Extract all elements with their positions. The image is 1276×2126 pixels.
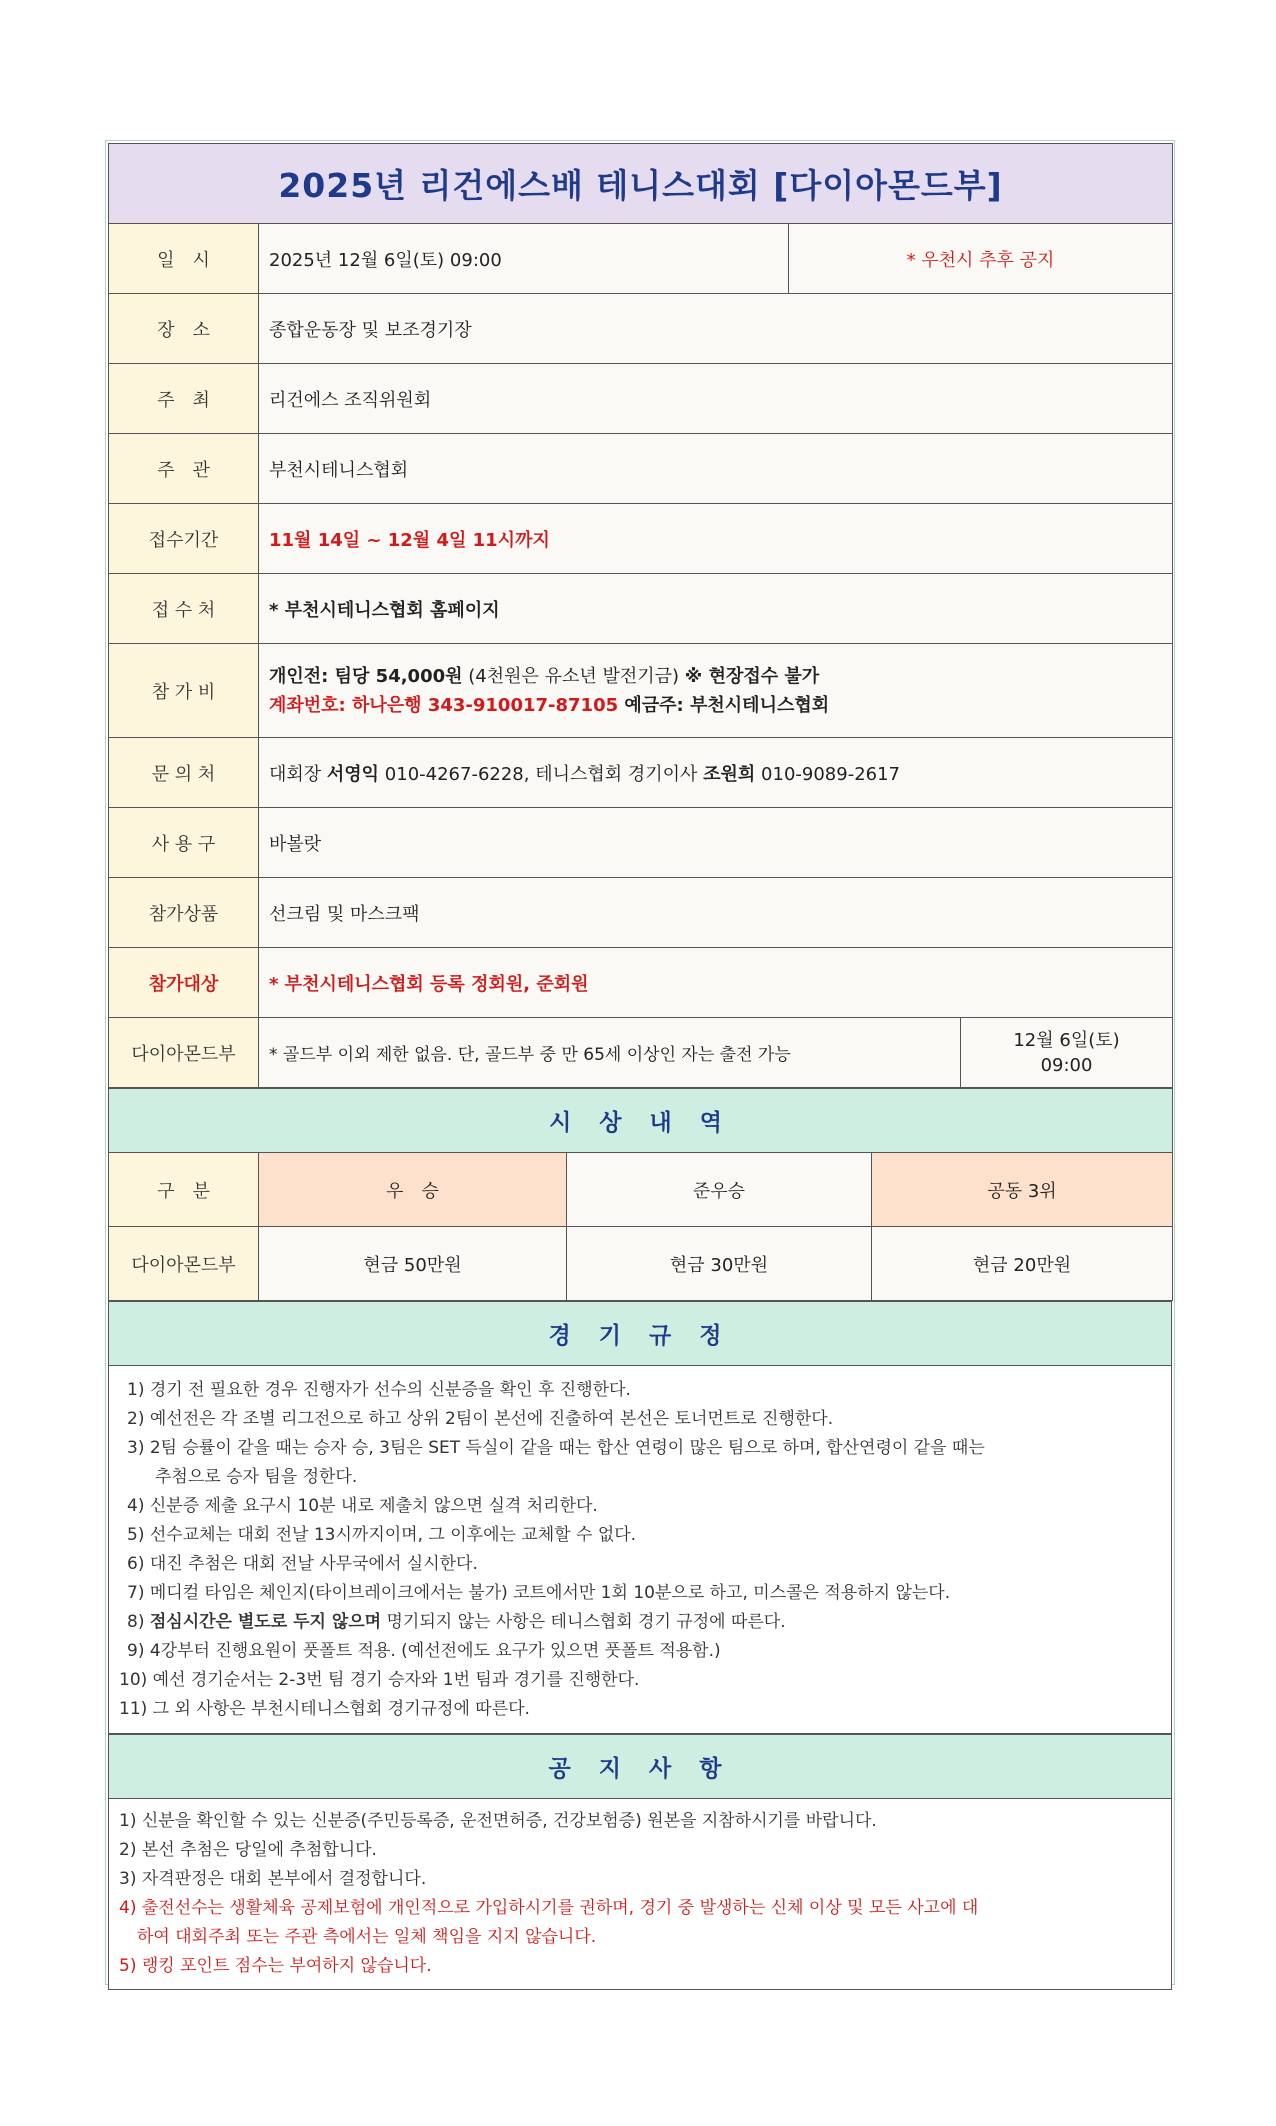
date-value: 2025년 12월 6일(토) 09:00 [259,224,789,294]
awards-header-first: 우 승 [259,1153,567,1227]
fee-label: 참 가 비 [109,644,259,738]
rule-item: 10) 예선 경기순서는 2-3번 팀 경기 승자와 1번 팀과 경기를 진행한다. [119,1669,640,1690]
rules-table [108,1301,1172,1734]
awards-third-prize: 현금 20만원 [872,1227,1173,1301]
rule-8-rest: 명기되지 않는 사항은 테니스협회 경기 규정에 따른다. [381,1611,786,1632]
rule-item [119,1608,1161,1637]
awards-row-division: 다이아몬드부 [109,1227,259,1301]
notices-table [108,1734,1172,1990]
fee-onsite-note: ※ 현장접수 불가 [684,665,820,687]
awards-first-prize: 현금 50만원 [259,1227,567,1301]
contact-name-1: 서영익 [326,763,380,785]
awards-header-second: 준우승 [567,1153,872,1227]
rule-item: 1) 경기 전 필요한 경우 진행자가 선수의 신분증을 확인 후 진행한다. [127,1379,631,1400]
rule-item: 9) 4강부터 진행요원이 풋폴트 적용. (예선전에도 요구가 있으면 풋폴트 적용함.) [127,1640,721,1661]
rule-item: 11) 그 외 사항은 부천시테니스협회 경기규정에 따른다. [119,1698,530,1719]
fee-holder: 예금주: 부천시테니스협회 [618,694,830,716]
prize-goods-label: 참가상품 [109,878,259,948]
host-value: 리건에스 조직위원회 [259,364,1173,434]
rule-8-number: 8) [127,1611,150,1632]
ball-label: 사 용 구 [109,808,259,878]
rules-heading: 경 기 규 정 [109,1302,1172,1366]
contact-phone-1: 010-4267-6228, 테니스협회 경기이사 [379,763,704,785]
notices-list [109,1799,1172,1990]
page-title: 2025년 리건에스배 테니스대회 [다이아몬드부] [109,144,1173,224]
division-time-hour: 09:00 [1040,1054,1093,1076]
rule-item: 7) 메디컬 타임은 체인지(타이브레이크에서는 불가) 코트에서만 1회 10분으로 하고, 미스콜은 적용하지 않는다. [127,1582,951,1603]
awards-header-third: 공동 3위 [872,1153,1173,1227]
contact-name-2: 조원희 [703,763,756,785]
fee-account: 계좌번호: 하나은행 343-910017-87105 [269,694,619,716]
notice-item-continued: 하여 대회주최 또는 주관 측에서는 일체 책임을 지지 않습니다. [137,1927,597,1947]
prize-goods-value: 선크림 및 마스크팩 [259,878,1173,948]
fee-value [259,644,1173,738]
rule-item: 3) 2팀 승률이 같을 때는 승자 승, 3팀은 SET 득실이 같을 때는 합산 연령이 많은 팀으로 하며, 합산연령이 같을 때는 [127,1437,985,1458]
ball-value: 바볼랏 [259,808,1173,878]
host-label: 주 최 [109,364,259,434]
division-time-date: 12월 6일(토) [1013,1029,1120,1051]
rule-item-continued: 추첨으로 승자 팀을 정한다. [155,1466,358,1487]
date-note: * 우천시 추후 공지 [789,224,1173,294]
notice-item: 3) 자격판정은 대회 본부에서 결정합니다. [119,1869,427,1889]
organizer-value: 부천시테니스협회 [259,434,1173,504]
registration-period-value: 11월 14일 ~ 12월 4일 11시까지 [259,504,1173,574]
rules-list [109,1366,1172,1734]
venue-value: 종합운동장 및 보조경기장 [259,294,1173,364]
venue-label: 장 소 [109,294,259,364]
awards-second-prize: 현금 30만원 [567,1227,872,1301]
notice-item: 2) 본선 추첨은 당일에 추첨합니다. [119,1840,377,1860]
rule-item: 4) 신분증 제출 요구시 10분 내로 제출치 않으면 실격 처리한다. [127,1495,598,1516]
rule-item: 5) 선수교체는 대회 전날 13시까지이며, 그 이후에는 교체할 수 없다. [127,1524,637,1545]
notices-heading: 공 지 사 항 [109,1735,1172,1799]
contact-phone-2: 010-9089-2617 [755,763,900,785]
notice-item: 5) 랭킹 포인트 점수는 부여하지 않습니다. [119,1956,432,1976]
date-label: 일 시 [109,224,259,294]
contact-value [259,738,1173,808]
document-frame [105,140,1175,1985]
registration-period-label: 접수기간 [109,504,259,574]
notice-item: 4) 출전선수는 생활체육 공제보험에 개인적으로 가입하시기를 권하며, 경기 중 발생하는 신체 이상 및 모든 사고에 대 [119,1898,979,1918]
fee-note: (4천원은 유소년 발전기금) [462,665,685,687]
division-label: 다이아몬드부 [109,1018,259,1088]
rule-item: 6) 대진 추첨은 대회 전날 사무국에서 실시한다. [127,1553,478,1574]
contact-prefix: 대회장 [269,763,327,785]
awards-table [108,1088,1173,1301]
info-table [108,143,1173,1088]
registration-place-value: * 부천시테니스협회 홈페이지 [259,574,1173,644]
fee-amount: 개인전: 팀당 54,000원 [269,665,463,687]
rule-item: 2) 예선전은 각 조별 리그전으로 하고 상위 2팀이 본선에 진출하여 본선은 토너먼트로 진행한다. [127,1408,834,1429]
awards-heading: 시 상 내 역 [109,1089,1173,1153]
rule-8-emphasis: 점심시간은 별도로 두지 않으며 [149,1611,382,1632]
registration-place-label: 접 수 처 [109,574,259,644]
eligibility-value: * 부천시테니스협회 등록 정회원, 준회원 [259,948,1173,1018]
awards-header-division: 구 분 [109,1153,259,1227]
contact-label: 문 의 처 [109,738,259,808]
organizer-label: 주 관 [109,434,259,504]
eligibility-label: 참가대상 [109,948,259,1018]
division-value: * 골드부 이외 제한 없음. 단, 골드부 중 만 65세 이상인 자는 출전 가능 [259,1018,961,1088]
notice-item: 1) 신분을 확인할 수 있는 신분증(주민등록증, 운전면허증, 건강보험증) 원본을 지참하시기를 바랍니다. [119,1811,877,1831]
division-time [961,1018,1173,1088]
